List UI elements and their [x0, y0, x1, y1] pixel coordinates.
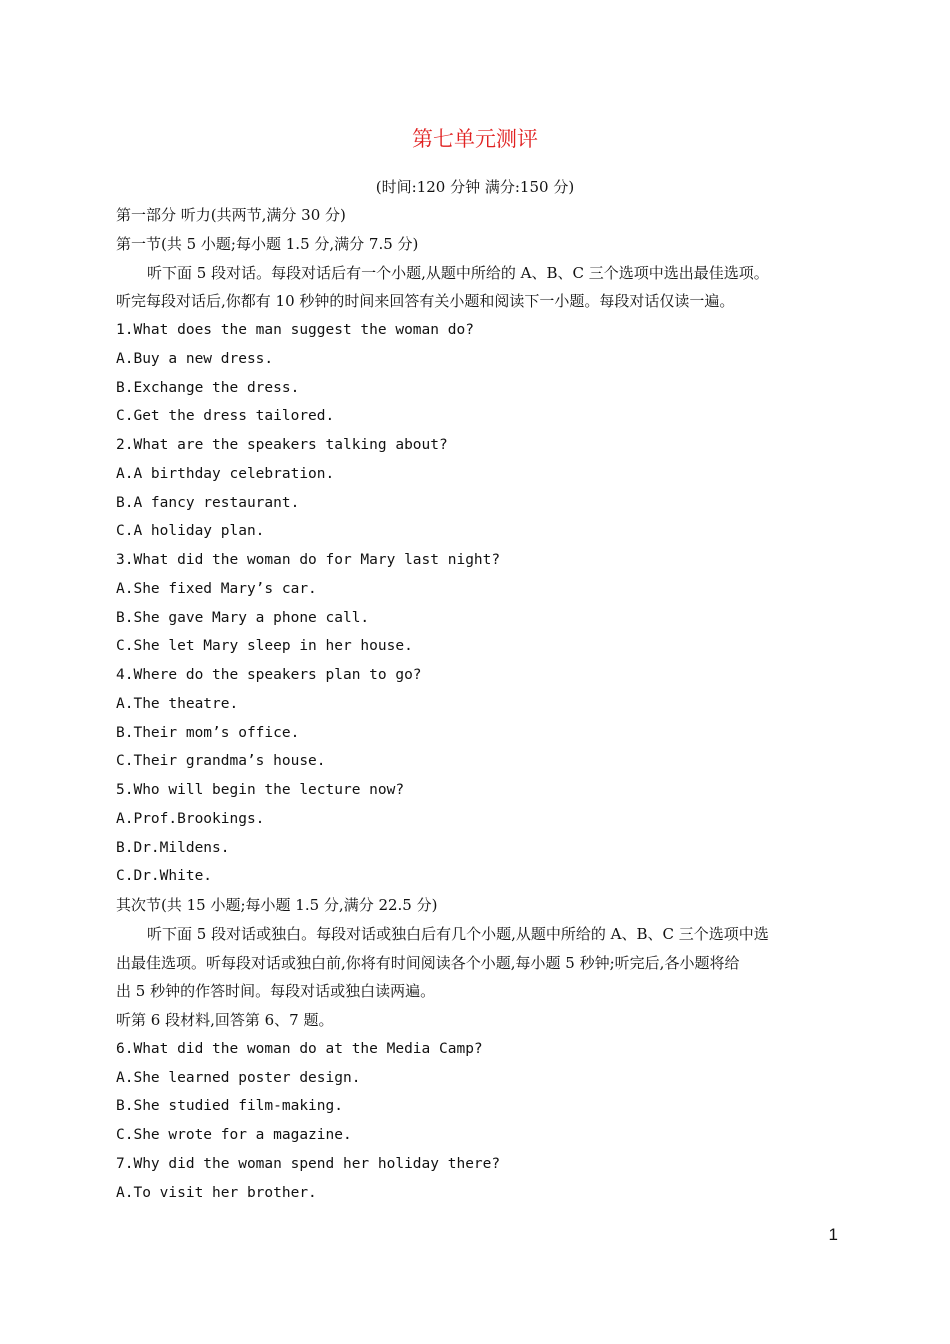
document-line: 出最佳选项。听每段对话或独白前,你将有时间阅读各个小题,每小题 5 秒钟;听完后,各小题将给	[116, 953, 740, 972]
document-line: 第一节(共 5 小题;每小题 1.5 分,满分 7.5 分)	[116, 234, 419, 253]
document-line: B.A fancy restaurant.	[116, 494, 300, 511]
document-line: C.Their grandma’s house.	[116, 753, 326, 770]
document-line: C.A holiday plan.	[116, 523, 265, 540]
document-line: C.Get the dress tailored.	[116, 408, 335, 425]
document-line: B.She gave Mary a phone call.	[116, 609, 370, 626]
document-line: 2.What are the speakers talking about?	[116, 437, 448, 453]
document-line: 5.Who will begin the lecture now?	[116, 782, 405, 798]
document-line: 出 5 秒钟的作答时间。每段对话或独白读两遍。	[116, 982, 436, 1001]
document-line: B.Exchange the dress.	[116, 379, 300, 396]
document-line: 其次节(共 15 小题;每小题 1.5 分,满分 22.5 分)	[116, 896, 438, 914]
document-line: 3.What did the woman do for Mary last night?	[116, 552, 501, 568]
document-line: 4.Where do the speakers plan to go?	[116, 667, 422, 683]
document-line: B.She studied film-making.	[116, 1098, 343, 1115]
document-line: A.Buy a new dress.	[116, 350, 274, 367]
page-number: 1	[828, 1225, 838, 1244]
document-title: 第七单元测评	[412, 127, 538, 151]
document-line: C.Dr.White.	[116, 868, 213, 885]
document-body	[116, 201, 836, 1207]
document-line: 听下面 5 段对话。每段对话后有一个小题,从题中所给的 A、B、C 三个选项中选出最佳选项。	[147, 263, 769, 282]
document-line: 7.Why did the woman spend her holiday there?	[116, 1155, 501, 1172]
document-line: 听完每段对话后,你都有 10 秒钟的时间来回答有关小题和阅读下一小题。每段对话仅读一遍。	[116, 292, 735, 311]
document-line: A.She learned poster design.	[116, 1069, 361, 1086]
document-line: A.A birthday celebration.	[116, 465, 335, 482]
document-line: A.Prof.Brookings.	[116, 810, 265, 827]
document-line: 1.What does the man suggest the woman do?	[116, 322, 474, 338]
document-line: 听第 6 段材料,回答第 6、7 题。	[116, 1011, 334, 1029]
document-line: C.She wrote for a magazine.	[116, 1127, 352, 1143]
document-line: C.She let Mary sleep in her house.	[116, 638, 413, 655]
document-line: 6.What did the woman do at the Media Camp?	[116, 1040, 483, 1057]
document-line: B.Their mom’s office.	[116, 724, 300, 741]
document-line: A.To visit her brother.	[116, 1184, 317, 1201]
document-line: B.Dr.Mildens.	[116, 839, 230, 856]
document-line: A.She fixed Mary’s car.	[116, 580, 317, 597]
document-subtitle: (时间:120 分钟 满分:150 分)	[375, 178, 575, 196]
document-line: A.The theatre.	[116, 695, 239, 712]
document-line: 第一部分 听力(共两节,满分 30 分)	[116, 206, 346, 224]
document-line: 听下面 5 段对话或独白。每段对话或独白后有几个小题,从题中所给的 A、B、C 三个选项中选	[147, 924, 769, 943]
